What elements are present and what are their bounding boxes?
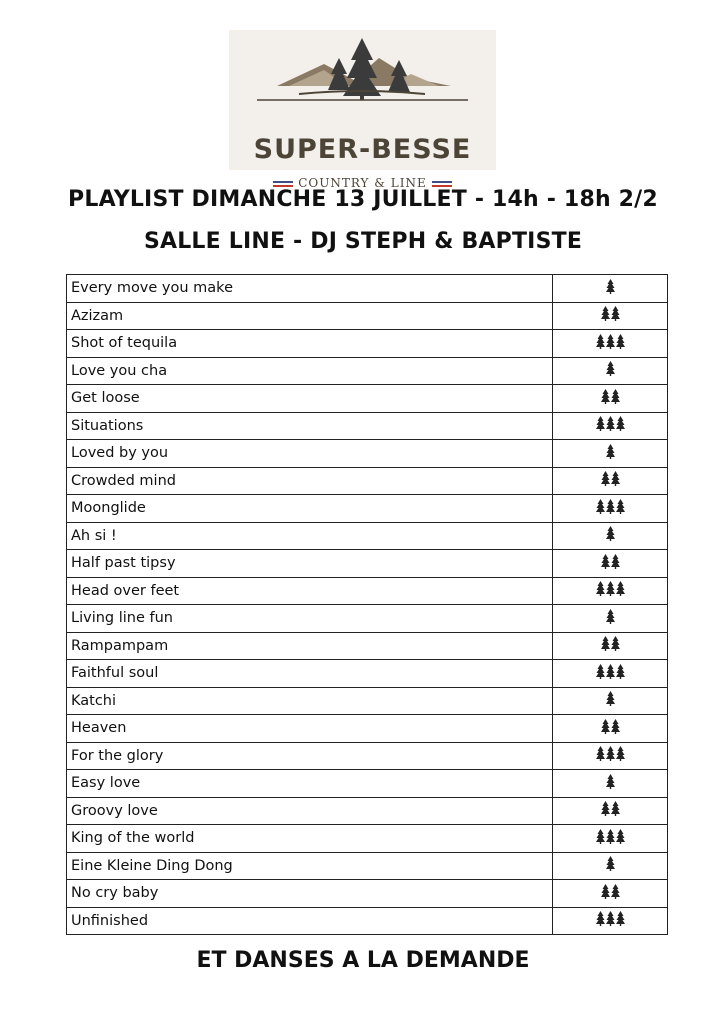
song-title: Crowded mind	[67, 467, 553, 495]
difficulty-level	[553, 660, 668, 688]
tree-icon	[606, 279, 615, 298]
song-title: Heaven	[67, 715, 553, 743]
tree-icon	[611, 719, 620, 738]
tree-icon	[606, 361, 615, 380]
difficulty-level	[553, 577, 668, 605]
tree-icon	[601, 389, 610, 408]
tree-icon	[616, 334, 625, 353]
song-title: Faithful soul	[67, 660, 553, 688]
table-row	[67, 632, 668, 660]
logo-subtitle-text: COUNTRY & LINE	[298, 176, 427, 190]
difficulty-level	[553, 825, 668, 853]
tree-icon	[606, 526, 615, 545]
table-row	[67, 522, 668, 550]
tree-icon	[601, 801, 610, 820]
table-row	[67, 852, 668, 880]
logo-title: SUPER-BESSE	[253, 134, 472, 165]
difficulty-level	[553, 605, 668, 633]
difficulty-level	[553, 880, 668, 908]
tree-icon	[611, 471, 620, 490]
song-title: Unfinished	[67, 907, 553, 935]
tree-icon	[611, 636, 620, 655]
table-row	[67, 495, 668, 523]
table-row	[67, 907, 668, 935]
difficulty-level	[553, 687, 668, 715]
tree-icon	[601, 306, 610, 325]
tree-icon	[611, 389, 620, 408]
song-title: Situations	[67, 412, 553, 440]
tree-icon	[606, 499, 615, 518]
song-title: Head over feet	[67, 577, 553, 605]
logo	[229, 30, 496, 190]
difficulty-level	[553, 742, 668, 770]
tree-icon	[596, 911, 605, 930]
difficulty-level	[553, 357, 668, 385]
table-row	[67, 880, 668, 908]
difficulty-level	[553, 330, 668, 358]
tree-icon	[616, 746, 625, 765]
table-row	[67, 770, 668, 798]
song-title: Loved by you	[67, 440, 553, 468]
song-title: Get loose	[67, 385, 553, 413]
tree-icon	[606, 774, 615, 793]
tree-icon	[616, 664, 625, 683]
page-title: PLAYLIST DIMANCHE 13 JUILLET - 14h - 18h 2/2	[68, 187, 658, 212]
difficulty-level	[553, 302, 668, 330]
song-title: Ah si !	[67, 522, 553, 550]
tree-icon	[606, 746, 615, 765]
tree-icon	[596, 499, 605, 518]
song-title: Groovy love	[67, 797, 553, 825]
difficulty-level	[553, 632, 668, 660]
tree-icon	[601, 554, 610, 573]
tree-icon	[606, 664, 615, 683]
song-title: Shot of tequila	[67, 330, 553, 358]
table-row	[67, 605, 668, 633]
tree-icon	[606, 609, 615, 628]
table-row	[67, 715, 668, 743]
table-row	[67, 660, 668, 688]
song-title: Easy love	[67, 770, 553, 798]
tree-icon	[601, 719, 610, 738]
tree-icon	[596, 829, 605, 848]
song-title: King of the world	[67, 825, 553, 853]
difficulty-level	[553, 522, 668, 550]
tree-icon	[606, 444, 615, 463]
song-title: Love you cha	[67, 357, 553, 385]
tree-icon	[606, 911, 615, 930]
tree-icon	[601, 636, 610, 655]
tree-icon	[596, 416, 605, 435]
difficulty-level	[553, 412, 668, 440]
table-row	[67, 440, 668, 468]
tree-icon	[606, 829, 615, 848]
table-row	[67, 330, 668, 358]
difficulty-level	[553, 550, 668, 578]
flag-stripe-right	[432, 181, 452, 187]
page-subtitle: SALLE LINE - DJ STEPH & BAPTISTE	[143, 229, 583, 254]
tree-icon	[596, 581, 605, 600]
song-title: Living line fun	[67, 605, 553, 633]
difficulty-level	[553, 715, 668, 743]
table-row	[67, 302, 668, 330]
difficulty-level	[553, 275, 668, 303]
tree-icon	[611, 801, 620, 820]
difficulty-level	[553, 852, 668, 880]
table-row	[67, 577, 668, 605]
playlist-table	[66, 274, 668, 935]
tree-icon	[606, 691, 615, 710]
table-row	[67, 550, 668, 578]
footer-text: ET DANSES A LA DEMANDE	[196, 948, 530, 973]
table-row	[67, 742, 668, 770]
song-title: Katchi	[67, 687, 553, 715]
difficulty-level	[553, 907, 668, 935]
tree-icon	[616, 416, 625, 435]
table-row	[67, 467, 668, 495]
difficulty-level	[553, 385, 668, 413]
song-title: Half past tipsy	[67, 550, 553, 578]
tree-icon	[606, 856, 615, 875]
tree-icon	[606, 416, 615, 435]
song-title: Eine Kleine Ding Dong	[67, 852, 553, 880]
tree-icon	[601, 471, 610, 490]
tree-icon	[606, 581, 615, 600]
tree-icon	[596, 664, 605, 683]
difficulty-level	[553, 495, 668, 523]
difficulty-level	[553, 440, 668, 468]
song-title: Moonglide	[67, 495, 553, 523]
table-row	[67, 687, 668, 715]
tree-icon	[596, 334, 605, 353]
tree-icon	[611, 306, 620, 325]
table-row	[67, 275, 668, 303]
tree-icon	[616, 581, 625, 600]
tree-icon	[606, 334, 615, 353]
song-title: Every move you make	[67, 275, 553, 303]
table-row	[67, 825, 668, 853]
difficulty-level	[553, 467, 668, 495]
table-row	[67, 385, 668, 413]
tree-icon	[616, 499, 625, 518]
tree-icon	[596, 746, 605, 765]
song-title: Rampampam	[67, 632, 553, 660]
flag-stripe-left	[273, 181, 293, 187]
difficulty-level	[553, 770, 668, 798]
tree-icon	[616, 911, 625, 930]
song-title: Azizam	[67, 302, 553, 330]
table-row	[67, 797, 668, 825]
song-title: No cry baby	[67, 880, 553, 908]
tree-icon	[601, 884, 610, 903]
tree-icon	[611, 554, 620, 573]
table-row	[67, 357, 668, 385]
song-title: For the glory	[67, 742, 553, 770]
table-row	[67, 412, 668, 440]
tree-icon	[616, 829, 625, 848]
tree-icon	[611, 884, 620, 903]
difficulty-level	[553, 797, 668, 825]
